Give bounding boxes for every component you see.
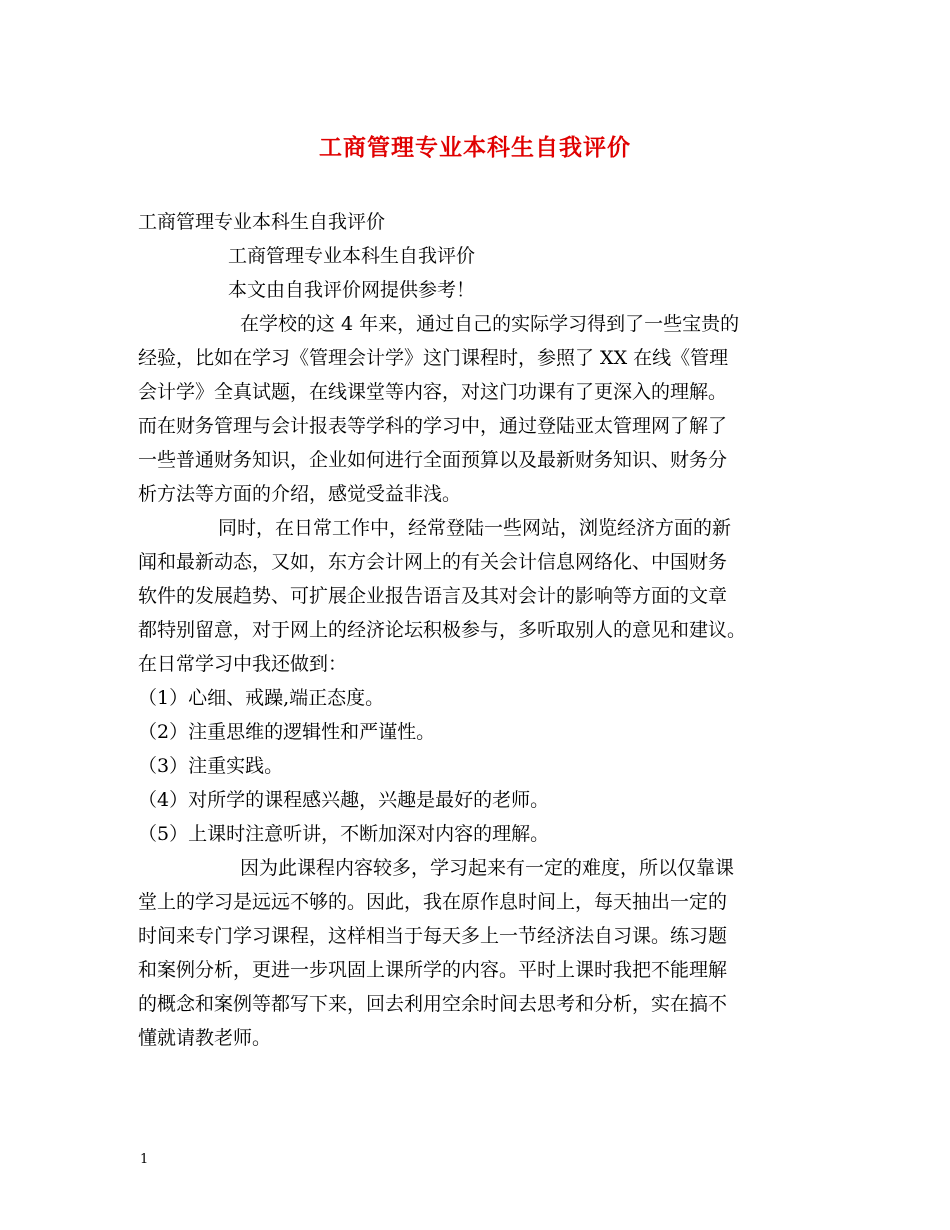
paragraph-2-line: 在日常学习中我还做到： <box>138 653 348 675</box>
document-title: 工商管理专业本科生自我评价 <box>319 135 631 161</box>
list-item: （1）心细、戒躁,端正态度。 <box>138 687 385 709</box>
list-item: （4）对所学的课程感兴趣，兴趣是最好的老师。 <box>138 789 550 811</box>
paragraph-1-line: 经验，比如在学习《管理会计学》这门课程时，参照了 XX 在线《管理 <box>138 347 729 369</box>
paragraph-3-line: 懂就请教老师。 <box>138 1027 272 1049</box>
paragraph-1-line: 析方法等方面的介绍，感觉受益非浅。 <box>138 483 462 505</box>
source-line: 本文由自我评价网提供参考！ <box>228 279 476 301</box>
paragraph-3-line: 和案例分析，更进一步巩固上课所学的内容。平时上课时我把不能理解 <box>138 959 728 981</box>
paragraph-3-line: 因为此课程内容较多，学习起来有一定的难度，所以仅靠课 <box>240 857 735 879</box>
paragraph-2-line: 闻和最新动态，又如，东方会计网上的有关会计信息网络化、中国财务 <box>138 551 728 573</box>
paragraph-2-line: 都特别留意，对于网上的经济论坛积极参与，多听取别人的意见和建议。 <box>138 619 747 641</box>
document-body <box>138 205 818 1055</box>
heading-line-2: 工商管理专业本科生自我评价 <box>228 245 476 267</box>
paragraph-3-line: 的概念和案例等都写下来，回去利用空余时间去思考和分析，实在搞不 <box>138 993 728 1015</box>
paragraph-1-line: 而在财务管理与会计报表等学科的学习中，通过登陆亚太管理网了解了 <box>138 415 728 437</box>
paragraph-1-line: 一些普通财务知识，企业如何进行全面预算以及最新财务知识、财务分 <box>138 449 728 471</box>
paragraph-3-line: 时间来专门学习课程，这样相当于每天多上一节经济法自习课。练习题 <box>138 925 728 947</box>
list-item: （3）注重实践。 <box>138 755 284 777</box>
page-number: 1 <box>140 1152 149 1167</box>
heading-line-1: 工商管理专业本科生自我评价 <box>138 211 386 233</box>
paragraph-2-line: 软件的发展趋势、可扩展企业报告语言及其对会计的影响等方面的文章 <box>138 585 728 607</box>
paragraph-2-line: 同时，在日常工作中，经常登陆一些网站，浏览经济方面的新 <box>218 517 732 539</box>
list-item: （5）上课时注意听讲，不断加深对内容的理解。 <box>138 823 550 845</box>
paragraph-1-line: 在学校的这 4 年来，通过自己的实际学习得到了一些宝贵的 <box>240 313 740 335</box>
list-item: （2）注重思维的逻辑性和严谨性。 <box>138 721 436 743</box>
paragraph-1-line: 会计学》全真试题，在线课堂等内容，对这门功课有了更深入的理解。 <box>138 381 728 403</box>
paragraph-3-line: 堂上的学习是远远不够的。因此，我在原作息时间上，每天抽出一定的 <box>138 891 728 913</box>
